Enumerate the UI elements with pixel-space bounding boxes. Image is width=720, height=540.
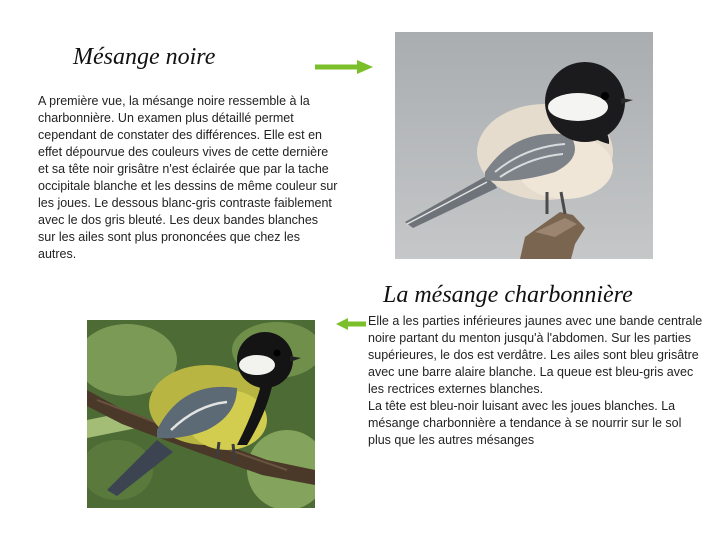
arrow-left-icon [336,316,366,332]
photo-mesange-charbonniere [87,320,315,508]
title-mesange-charbonniere: La mésange charbonnière [383,282,633,308]
description-mesange-noire: A première vue, la mésange noire ressemble à la charbonnière. Un examen plus détaillé permet cependant de constater des différences. Elle est en effet dépourvue des couleurs vives de cette dernière et sa tête noir grisâtre n'est éclairée que par la tache occipitale blanche et les dessins de même couleur sur les joues. Le dessous blanc-gris contraste faiblement avec le dos gris bleuté. Les deux bandes blanches sur les ailes sont plus prononcées que chez les autres. [38,94,338,261]
description-mesange-charbonniere: Elle a les parties inférieures jaunes avec une bande centrale noire partant du menton jusqu'à l'abdomen. Sur les parties supérieures, le dos est verdâtre. Les ailes sont bleu grisâtre avec une barre alaire blanche. La queue est bleu-gris avec les rectrices externes blanches. La tête est bleu-noir luisant avec les joues blanches. La mésange charbonnière a tendance à se nourrir sur le sol plus que les autres mésanges [368,314,703,447]
arrow-right-icon [313,57,375,77]
photo-mesange-noire [395,32,653,259]
title-mesange-noire: Mésange noire [73,44,216,70]
